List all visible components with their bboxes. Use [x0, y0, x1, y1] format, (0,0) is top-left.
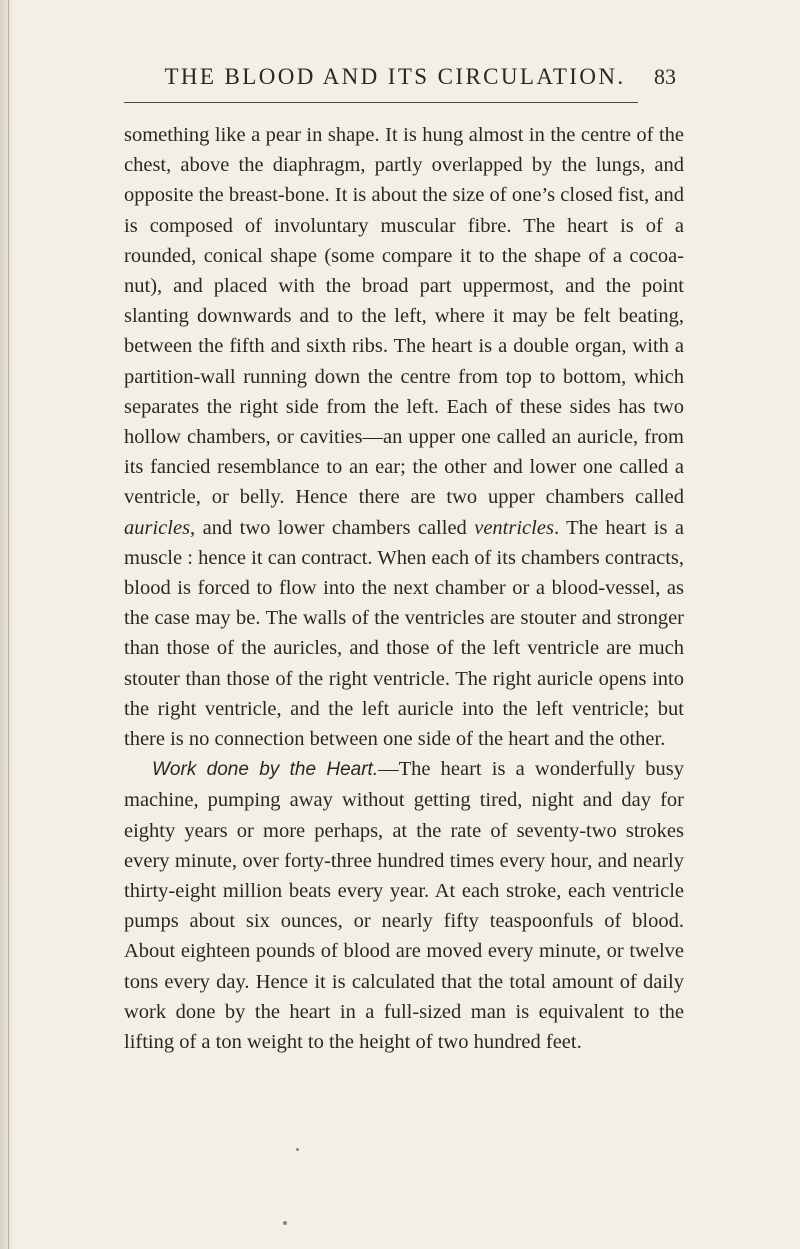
page-edge-line: [8, 0, 9, 1249]
ink-speck: [283, 1221, 287, 1225]
header-rule: [124, 102, 638, 103]
term-ventricles: ventricles: [474, 516, 554, 539]
page-number: 83: [654, 64, 676, 89]
term-auricles: auricles: [124, 516, 191, 539]
paragraph-text: . The heart is a muscle : hence it can contract. When each of its chambers contracts, blood is forced to flow into the next chamber or a blood-vessel, as the case may be. The walls of the ventricles are stouter and stronger than those of the auricles, and those of the left ventricle are much stouter than those of the right ventricle. The right auricle opens into the right ventricle, and the left auricle into the left ventricle; but there is no connection between one side of the heart and the other.: [124, 516, 684, 751]
section-heading: Work done by the Heart.: [152, 759, 379, 781]
page-gutter-shadow: [0, 0, 14, 1249]
ink-speck: [296, 1148, 299, 1151]
paragraph-text: something like a pear in shape. It is hung almost in the centre of the chest, above the diaphragm, partly overlapped by the lungs, and opposite the breast-bone. It is about the size of one’s closed fist, and is composed of involuntary muscular fibre. The heart is of a rounded, conical shape (some compare it to the shape of a cocoa-nut), and placed with the broad part uppermost, and the point slanting downwards and to the left, where it may be felt beating, between the fifth and sixth ribs. The heart is a double organ, with a partition-wall running down the centre from top to bottom, which separates the right side from the left. Each of these sides has two hollow chambers, or cavities—an upper one called an auricle, from its fancied resemblance to an ear; the other and lower one called a ventricle, or belly. Hence there are two upper chambers called: [124, 124, 684, 509]
body-text: [124, 120, 684, 1057]
paragraph-text: —The heart is a wonderfully busy machine, pumping away without getting tired, night and day for eighty years or more perhaps, at the rate of seventy-two strokes every minute, over forty-three hundred times every hour, and nearly thirty-eight million beats every year. At each stroke, each ventricle pumps about six ounces, or nearly fifty teaspoonfuls of blood. About eighteen pounds of blood are moved every minute, or twelve tons every day. Hence it is calculated that the total amount of daily work done by the heart in a full-sized man is equivalent to the lifting of a ton weight to the height of two hundred feet.: [124, 758, 684, 1054]
paragraph-text: , and two lower chambers called: [190, 516, 475, 539]
running-head: [0, 62, 800, 92]
paragraph-work-done: [124, 754, 684, 1057]
paragraph-heart-structure: [124, 120, 684, 754]
running-head-title: THE BLOOD AND ITS CIRCULATION.: [164, 64, 626, 89]
